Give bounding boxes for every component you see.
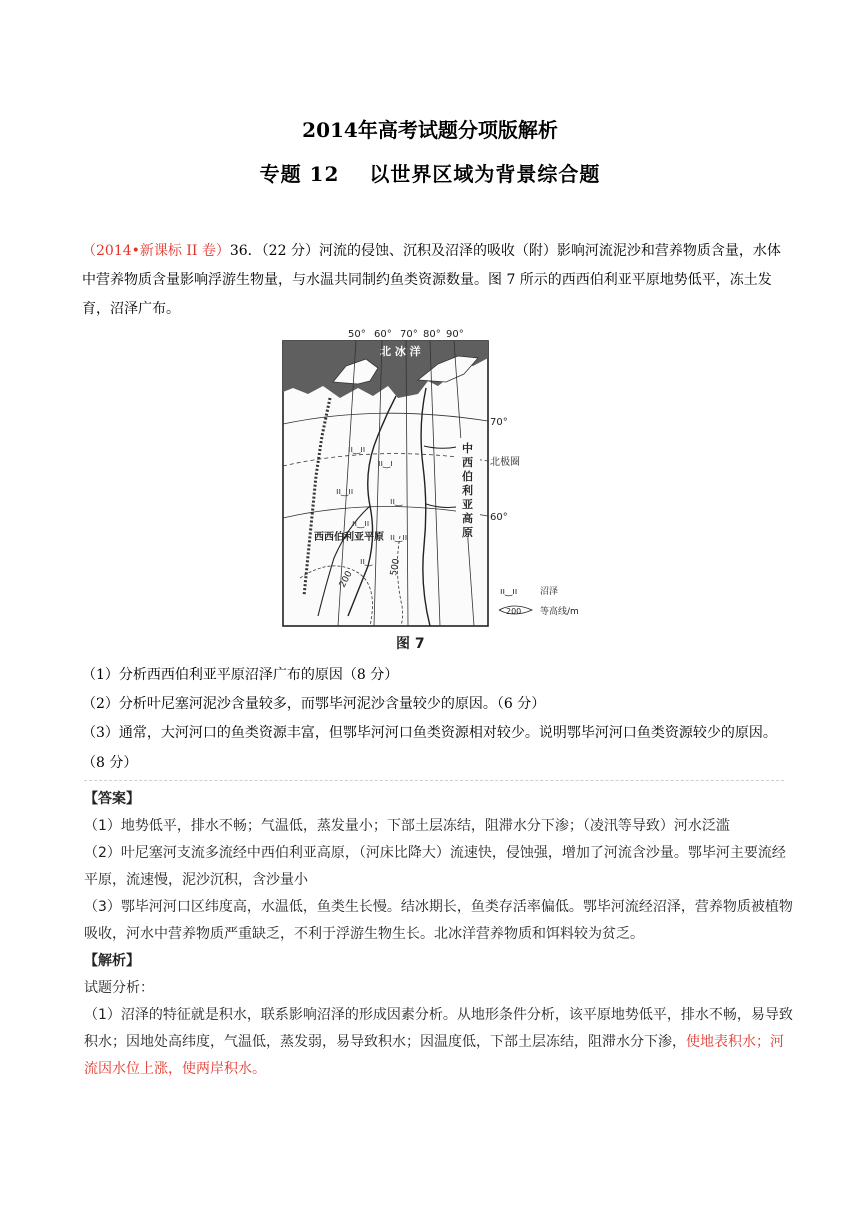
answer-section bbox=[84, 786, 794, 1083]
map-legend bbox=[499, 586, 579, 617]
answer-3: （3）鄂毕河河口区纬度高，水温低，鱼类生长慢。结冰期长，鱼类存活率偏低。鄂毕河流经沼泽，营养物质被植物吸收，河水中营养物质严重缺乏，不利于浮游生物生长。北冰洋营养物质和饵料较为贫乏。 bbox=[84, 899, 793, 942]
sub-question-1: （1）分析西西伯利亚平原沼泽广布的原因（8 分） bbox=[82, 667, 399, 683]
question-intro bbox=[82, 237, 784, 324]
question-source: （2014•新课标 II 卷） bbox=[82, 243, 230, 259]
lon-label: 60° bbox=[374, 329, 392, 340]
page-subtitle bbox=[0, 158, 860, 187]
plateau-label bbox=[461, 441, 473, 539]
lon-label: 50° bbox=[348, 329, 366, 340]
contour-label: 200 bbox=[337, 569, 355, 590]
answer-2: （2）叶尼塞河支流多流经中西伯利亚高原，（河床比降大）流速快，侵蚀强，增加了河流含沙量。鄂毕河主要流经平原，流速慢，泥沙沉积，含沙量小 bbox=[84, 845, 786, 888]
plateau-char: 原 bbox=[462, 526, 473, 539]
section-divider bbox=[84, 780, 784, 781]
arctic-circle-label: 北极圈 bbox=[490, 457, 520, 468]
answer-1: （1）地势低平，排水不畅；气温低，蒸发量小；下部土层冻结，阻滞水分下渗；（凌汛等导致）河水泛滥 bbox=[84, 818, 730, 834]
analysis-intro: 试题分析： bbox=[84, 980, 154, 996]
plateau-char: 中 bbox=[462, 442, 473, 455]
sea-label: 北 冰 洋 bbox=[380, 345, 421, 358]
lon-label: 80° bbox=[423, 329, 441, 340]
lon-label: 70° bbox=[400, 329, 418, 340]
plateau-char: 高 bbox=[462, 512, 473, 525]
plain-label: 西西伯利亚平原 bbox=[314, 532, 384, 543]
plateau-char: 西 bbox=[462, 456, 473, 469]
question-text: 36．（22 分）河流的侵蚀、沉积及沼泽的吸收（附）影响河流泥沙和营养物质含量，水体中营养物质含量影响浮游生物量，与水温共同制约鱼类资源数量。图 7 所示的西西伯利亚平原地势低平，冻土发育，沼泽广布。 bbox=[82, 243, 781, 317]
svg-text:ıı‿ı: ıı‿ı bbox=[378, 459, 393, 469]
svg-text:ıı‿ıı: ıı‿ıı bbox=[352, 519, 370, 529]
analysis-text-red: 使地表积水；河流因水位上涨，使两岸积水。 bbox=[84, 1034, 784, 1077]
figure-caption: 图 7 bbox=[396, 636, 425, 652]
lat-label: 60° bbox=[490, 512, 508, 523]
answer-header: 【答案】 bbox=[84, 791, 140, 807]
lat-label: 70° bbox=[490, 417, 508, 428]
subtitle-prefix: 专题 12 bbox=[259, 162, 340, 186]
sub-question-3: （3）通常，大河河口的鱼类资源丰富，但鄂毕河河口鱼类资源相对较少。说明鄂毕河河口鱼类资源较少的原因。（8 分） bbox=[82, 725, 777, 771]
page-title: 2014年高考试题分项版解析 bbox=[302, 118, 558, 142]
legend-contour-label: 等高线/m bbox=[540, 607, 579, 617]
svg-text:ıı‿ıı: ıı‿ıı bbox=[348, 445, 366, 455]
lon-label: 90° bbox=[446, 329, 464, 340]
plateau-char: 利 bbox=[462, 484, 473, 497]
analysis-paragraph-1 bbox=[84, 1002, 794, 1083]
analysis-text: （1）沼泽的特征就是积水，联系影响沼泽的形成因素分析。从地形条件分析，该平原地势低平，排水不畅，易导致积水；因地处高纬度，气温低，蒸发弱，易导致积水；因温度低，下部土层冻结，阻滞水分下渗， bbox=[84, 1007, 793, 1050]
legend-swamp-label: 沼泽 bbox=[540, 587, 559, 597]
subtitle-main: 以世界区域为背景综合题 bbox=[369, 162, 601, 186]
legend-swamp-symbol: ıı‿ıı bbox=[500, 587, 518, 597]
map-lon-labels bbox=[348, 329, 464, 340]
svg-text:ıı‿ıı: ıı‿ıı bbox=[390, 533, 408, 543]
sub-question-2: （2）分析叶尼塞河泥沙含量较多，而鄂毕河泥沙含量较少的原因。（6 分） bbox=[82, 696, 546, 712]
analysis-header: 【解析】 bbox=[84, 953, 140, 969]
svg-text:ıı‿ıı: ıı‿ıı bbox=[336, 487, 354, 497]
svg-text:ıı‿: ıı‿ bbox=[390, 497, 403, 507]
figure-7-map bbox=[278, 326, 580, 656]
legend-contour-value: 200 bbox=[506, 607, 522, 616]
svg-text:ıı‿: ıı‿ bbox=[360, 557, 373, 567]
plateau-char: 伯 bbox=[462, 470, 473, 483]
contour-label: 500 bbox=[389, 557, 402, 577]
plateau-char: 亚 bbox=[462, 498, 473, 511]
